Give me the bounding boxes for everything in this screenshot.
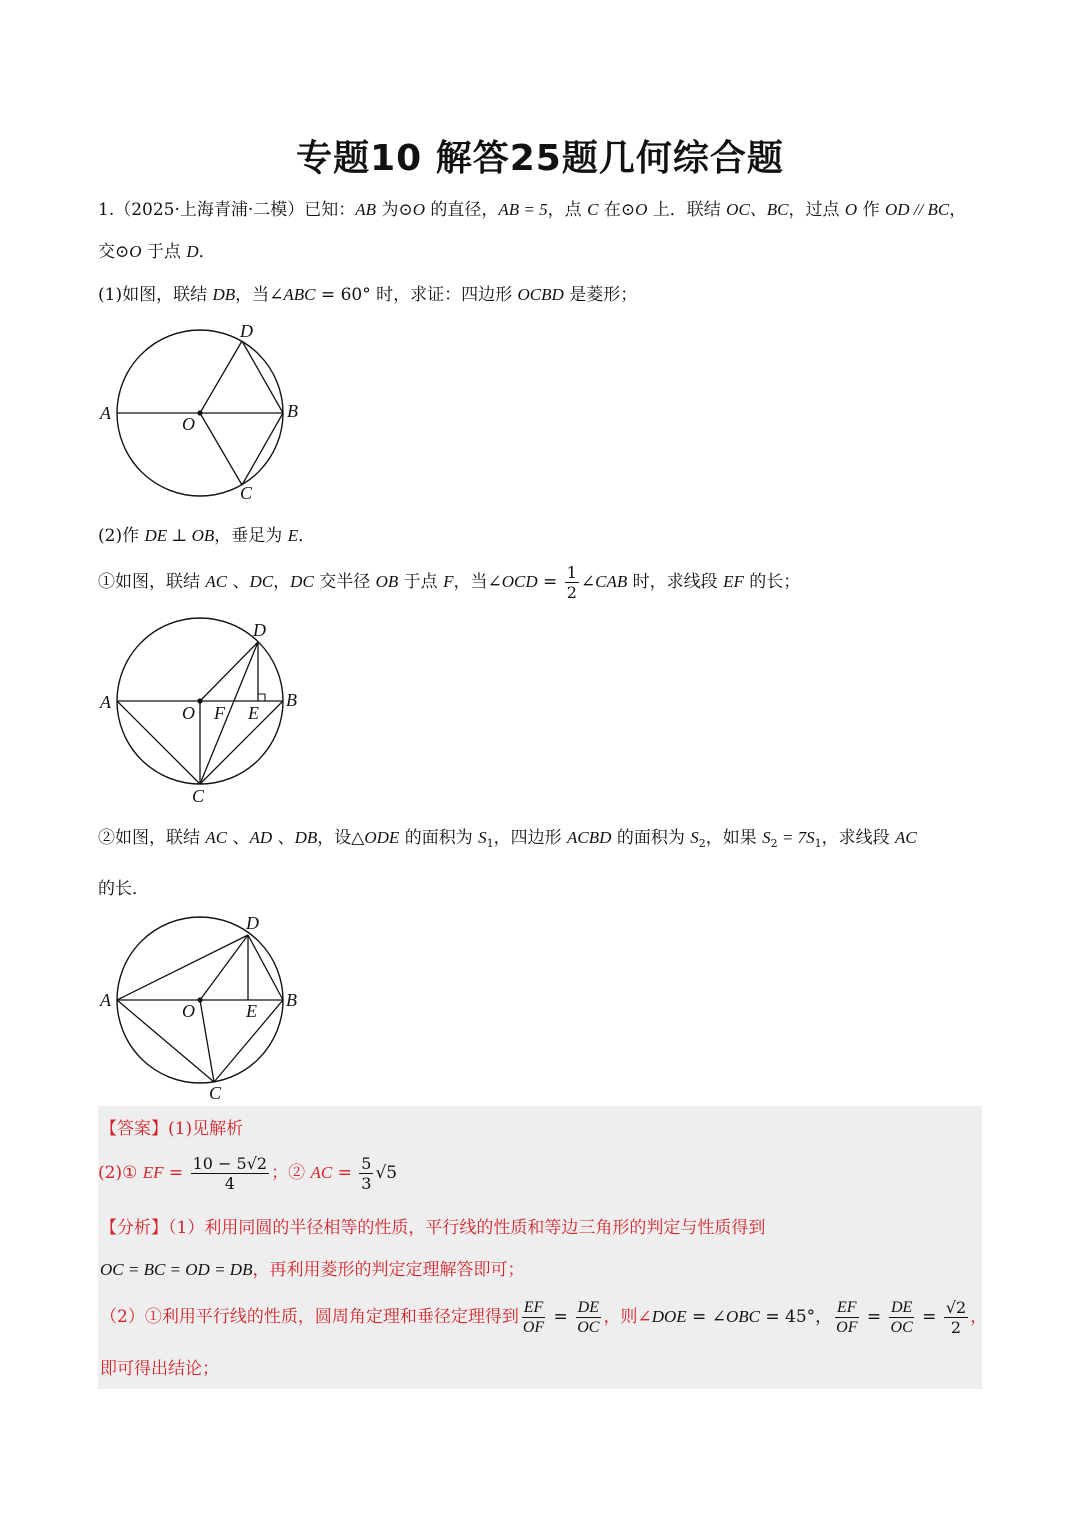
text: 时，求线段 [627,572,724,592]
subscript: 1 [814,837,822,850]
segment-CB [242,413,283,485]
denominator: OF [836,1319,858,1336]
text: (1)如图，联结 [98,285,213,305]
question-2-2-line-2: 的长． [98,879,149,899]
numerator: DE [577,1299,599,1316]
text: ，四边形 [493,828,568,848]
text: = [537,572,563,592]
denominator: OF [522,1319,545,1336]
text: ，再利用菱形的判定定理解答即可； [252,1260,525,1280]
denominator: 3 [361,1174,372,1193]
text: ， [273,572,291,592]
segment-DB [242,341,283,413]
text: = [548,1307,574,1327]
text: 的长； [743,572,801,592]
math: OC、BC [726,200,789,219]
math: √5 [375,1163,398,1183]
text: = [163,1163,189,1183]
label-O: O [182,703,195,723]
analysis-line-1 [100,1216,765,1240]
text: ，过点 [788,200,845,220]
numerator: √2 [945,1298,967,1317]
question-2-1 [98,563,800,602]
page-title: 专题10 解答25题几何综合题 [296,138,784,179]
text: (1)见解析 [168,1119,244,1139]
math: OC = BC = OD = DB [100,1260,253,1279]
math: DC [290,572,314,591]
text: ． [298,526,316,546]
center-point [197,698,202,703]
segment-OD [200,341,242,413]
fraction-de-oc-2 [889,1298,915,1337]
text: 的面积为 [399,828,479,848]
subscript: 2 [698,837,706,850]
label-D: D [246,913,259,933]
math: EF [723,572,744,591]
analysis-line-4: 即可得出结论； [100,1359,219,1379]
math: S [690,828,699,847]
text: 的直径， [425,200,499,220]
answer-label: 【答案】 [100,1119,168,1139]
answer-line-2 [98,1154,397,1193]
math: ACBD [567,828,612,847]
label-E: E [248,703,259,723]
label-A: A [100,403,111,423]
segment-AD [117,935,248,1000]
fraction-ac [359,1154,373,1193]
text: ，求线段 [821,828,896,848]
math: ODE [364,828,400,847]
denominator: 2 [566,583,577,602]
text: ，设△ [317,828,365,848]
segment-OC [200,413,242,485]
math: S [762,828,771,847]
label-D: D [253,620,266,640]
text: 、 [227,572,250,592]
text: ，垂足为 [214,526,288,546]
analysis-label: 【分析】 [100,1218,168,1238]
label-B: B [286,690,297,710]
math: AC [205,572,228,591]
text: ， [949,200,967,220]
math: E [287,526,299,545]
numerator: 5 [361,1154,372,1173]
math: S [478,828,487,847]
segment-AC [117,1000,214,1082]
text: 、 [227,828,250,848]
numerator: EF [523,1299,544,1316]
text: = [916,1307,942,1327]
math: OD // BC [885,200,950,219]
fraction-ef-of [521,1298,546,1337]
text: ，当∠ [453,572,502,592]
denominator: OC [890,1319,913,1336]
center-point [197,410,202,415]
fraction-de-oc [575,1298,601,1337]
text: = [332,1163,358,1183]
problem-intro-line-2 [98,240,216,264]
math: AC [205,828,228,847]
text: ． [198,242,216,262]
math: OB [375,572,399,591]
text: = 60° 时，求证：四边形 [315,285,518,305]
segment-OD [200,642,258,701]
subscript: 1 [486,837,494,850]
text: 于点 [398,572,444,592]
label-D: D [240,321,253,341]
text: （1）利用同圆的半径相等的性质，平行线的性质和等边三角形的判定与性质得到 [168,1218,766,1238]
text: ， [970,1307,988,1327]
math: O [844,200,858,219]
center-point [197,997,202,1002]
math: S [806,828,815,847]
label-A: A [100,990,111,1010]
math: F [443,572,454,591]
answer-line-1 [100,1117,243,1141]
math: DB [294,828,318,847]
text: 、 [272,828,295,848]
analysis-line-3 [100,1298,987,1337]
math: AC [310,1163,333,1182]
text: ∠ [580,572,596,592]
question-2-2 [98,826,917,856]
text: ①如图，联结 [98,572,206,592]
label-C: C [240,483,253,503]
text: 交⊙ [98,242,130,262]
question-1 [98,283,637,307]
segment-OC [200,1000,214,1082]
label-C: C [192,786,205,806]
label-B: B [286,990,297,1010]
text: ，如果 [705,828,763,848]
text: 为⊙ [376,200,413,220]
math: = 7 [777,828,807,847]
fraction-sqrt2-2 [944,1298,968,1337]
text: 在⊙ [598,200,636,220]
right-angle-mark [258,694,265,701]
subscript: 2 [770,837,778,850]
fraction-ef-of-2 [834,1298,859,1337]
label-O: O [182,1001,195,1021]
math: AD [249,828,273,847]
figure-3 [90,910,330,1106]
text: (2)作 [98,526,145,546]
text: 作 [857,200,886,220]
answer-panel [98,1106,982,1389]
segment-OD [200,935,248,1000]
label-B: B [287,401,298,421]
math: AC [895,828,917,847]
text: = 45°， [759,1307,833,1327]
math: AB = 5 [498,200,548,219]
text: ②如图，联结 [98,828,206,848]
math: DE ⊥ OB [144,526,215,545]
text: ，当∠ [235,285,284,305]
math: O [412,200,426,219]
math: OBC [725,1307,760,1326]
math: OCBD [517,285,564,304]
question-2 [98,524,315,548]
numerator: EF [837,1299,857,1316]
analysis-line-2 [100,1258,524,1282]
math: O [129,242,142,261]
text: = [861,1307,887,1327]
denominator: OC [577,1319,600,1336]
numerator: 1 [566,563,577,582]
math: D [186,242,199,261]
text: ，则∠ [603,1307,652,1327]
numerator: DE [890,1299,913,1316]
text: 交半径 [313,572,376,592]
math: DOE [651,1307,687,1326]
segment-CB [200,701,283,784]
fraction-ef [191,1154,270,1193]
figure-2 [90,615,330,810]
text: 的面积为 [611,828,691,848]
text: 1.（2025·上海青浦·二模）已知： [98,200,356,220]
text: 是菱形； [563,285,638,305]
denominator: 4 [224,1174,235,1193]
label-A: A [100,692,111,712]
text: （2）①利用平行线的性质，圆周角定理和垂径定理得到 [100,1307,519,1327]
label-E: E [246,1001,257,1021]
label-C: C [209,1083,222,1103]
numerator: 10 − 5√2 [192,1154,268,1173]
math: ABC [283,285,316,304]
text: ，点 [547,200,588,220]
text: ；② [271,1163,311,1183]
math: C [587,200,599,219]
math: DB [212,285,236,304]
problem-intro-line [98,198,966,222]
math: AB [355,200,377,219]
math: EF [142,1163,164,1182]
text: = ∠ [686,1307,726,1327]
label-O: O [182,414,195,434]
label-F: F [214,703,225,723]
math: O [635,200,648,219]
segment-DB [248,935,283,1000]
math: CAB [595,572,628,591]
figure-1 [90,315,330,505]
text: 上．联结 [647,200,727,220]
math: OCD [501,572,538,591]
text: 于点 [141,242,187,262]
fraction-half [565,563,579,602]
denominator: 2 [950,1318,962,1337]
math: DC [249,572,274,591]
text: (2)① [98,1163,143,1183]
